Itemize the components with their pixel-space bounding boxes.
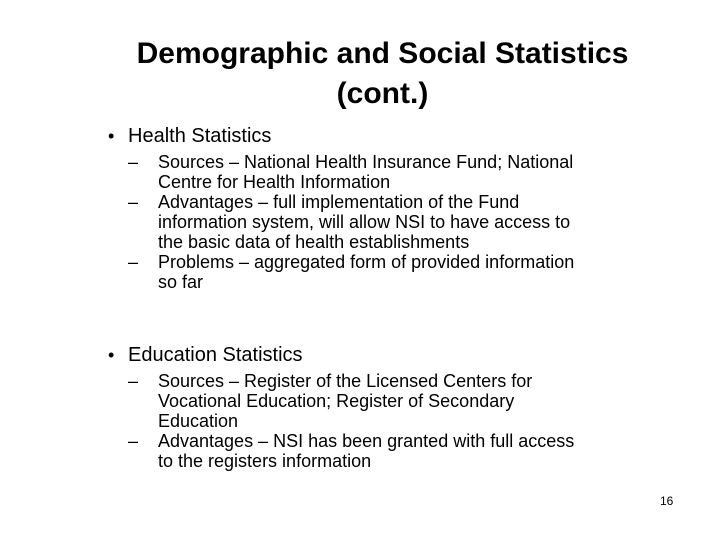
sub-bullet-line: Sources – National Health Insurance Fund; National bbox=[158, 152, 574, 172]
section-health-statistics bbox=[108, 124, 688, 292]
sub-bullet-line: so far bbox=[158, 272, 204, 292]
sub-bullet-line: to the registers information bbox=[158, 451, 372, 471]
sub-bullet-line: Centre for Health Information bbox=[158, 172, 391, 192]
sub-bullet-problems bbox=[108, 252, 688, 292]
section-heading: Education Statistics bbox=[128, 344, 303, 366]
section-heading: Health Statistics bbox=[128, 125, 272, 147]
sub-bullet-advantages bbox=[108, 431, 688, 471]
sub-bullet-sources bbox=[108, 371, 688, 431]
sub-bullet-sources bbox=[108, 152, 688, 192]
bullet-health-statistics bbox=[108, 124, 688, 148]
dash-icon: – bbox=[128, 252, 139, 272]
sub-bullet-line: Advantages – NSI has been granted with full access bbox=[158, 431, 575, 451]
sub-bullet-line: the basic data of health establishments bbox=[158, 232, 470, 252]
sub-bullet-line: Problems – aggregated form of provided information bbox=[158, 252, 575, 272]
dash-icon: – bbox=[128, 371, 139, 391]
sub-bullet-line: Education bbox=[158, 411, 239, 431]
health-sub-bullets bbox=[108, 152, 688, 292]
sub-bullet-line: Vocational Education; Register of Secondary bbox=[158, 391, 515, 411]
bullet-dot-icon: • bbox=[108, 345, 115, 365]
education-sub-bullets bbox=[108, 371, 688, 471]
sub-bullet-line: Advantages – full implementation of the Fund bbox=[158, 192, 520, 212]
bullet-dot-icon: • bbox=[108, 126, 115, 146]
sub-bullet-advantages bbox=[108, 192, 688, 252]
sub-bullet-line: Sources – Register of the Licensed Centers for bbox=[158, 371, 533, 391]
slide-title-line-1: Demographic and Social Statistics bbox=[136, 37, 629, 70]
bullet-education-statistics bbox=[108, 343, 688, 367]
sub-bullet-line: information system, will allow NSI to have access to bbox=[158, 212, 571, 232]
dash-icon: – bbox=[128, 431, 139, 451]
section-education-statistics bbox=[108, 343, 688, 471]
slide-title-line-2: (cont.) bbox=[336, 77, 429, 110]
dash-icon: – bbox=[128, 192, 139, 212]
dash-icon: – bbox=[128, 152, 139, 172]
page-number: 16 bbox=[660, 494, 674, 508]
slide-title bbox=[100, 34, 665, 114]
